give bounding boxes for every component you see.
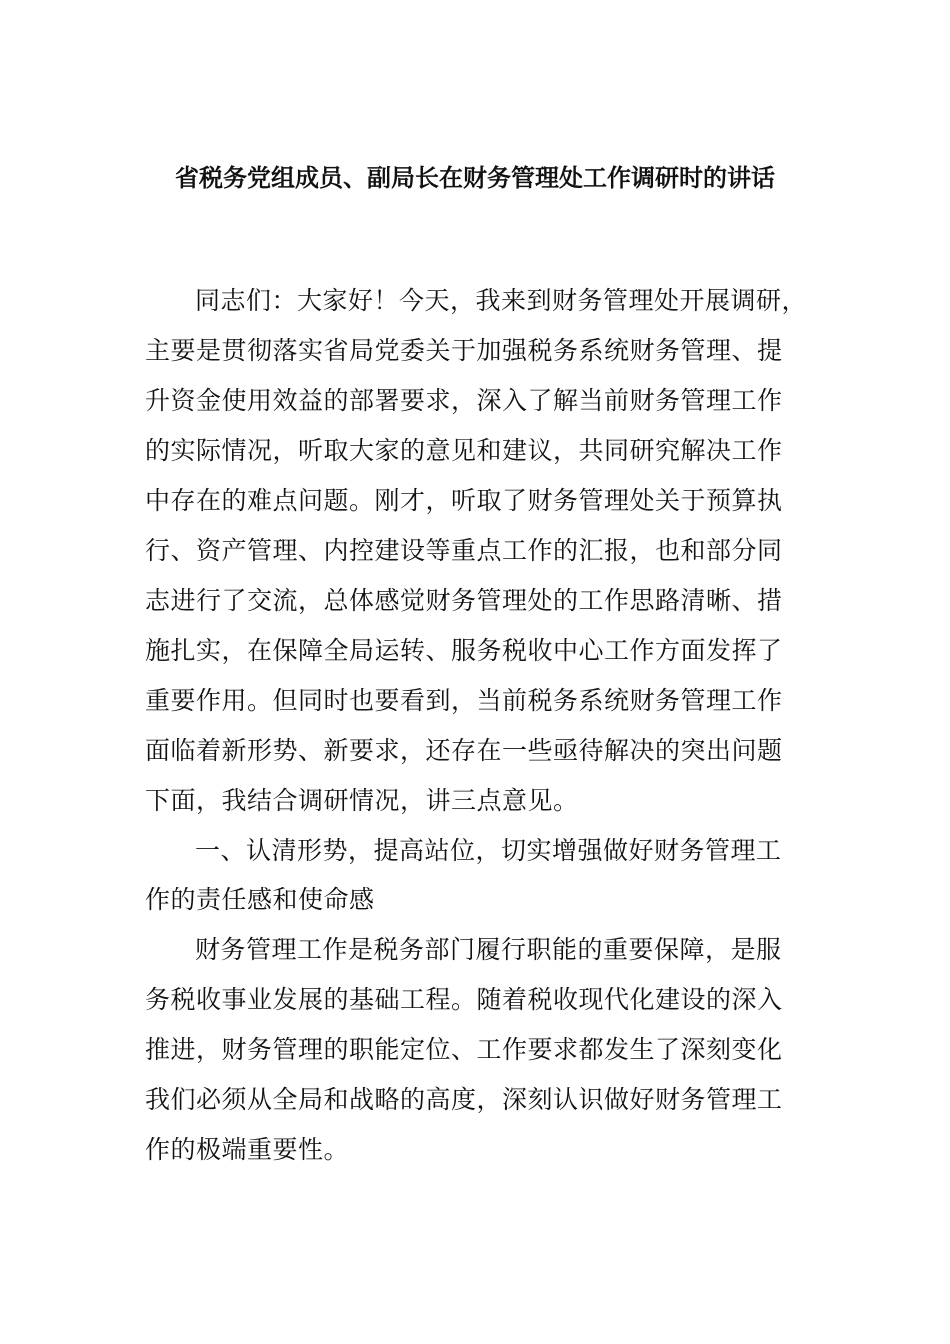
- paragraph-1-line-3: 升资金使用效益的部署要求，深入了解当前财务管理工作: [145, 386, 783, 415]
- paragraph-2-line-4: 我们必须从全局和战略的高度，深刻认识做好财务管理工: [145, 1085, 783, 1114]
- paragraph-2-line-1: 财务管理工作是税务部门履行职能的重要保障，是服: [195, 935, 782, 964]
- section-heading-line-1: 一、认清形势，提高站位，切实增强做好财务管理工: [195, 836, 782, 865]
- paragraph-1-line-5: 中存在的难点问题。刚才，听取了财务管理处关于预算执: [145, 486, 783, 515]
- paragraph-1-line-2: 主要是贯彻落实省局党委关于加强税务系统财务管理、提: [145, 336, 783, 365]
- paragraph-1-line-9: 重要作用。但同时也要看到，当前税务系统财务管理工作: [145, 686, 783, 715]
- document-title: 省税务党组成员、副局长在财务管理处工作调研时的讲话: [175, 164, 775, 192]
- paragraph-1-line-4: 的实际情况，听取大家的意见和建议，共同研究解决工作: [145, 436, 783, 465]
- paragraph-1-line-7: 志进行了交流，总体感觉财务管理处的工作思路清晰、措: [145, 586, 783, 615]
- paragraph-1-line-8: 施扎实，在保障全局运转、服务税收中心工作方面发挥了: [145, 636, 783, 665]
- paragraph-2-line-5: 作的极端重要性。: [145, 1135, 350, 1164]
- paragraph-1-line-6: 行、资产管理、内控建设等重点工作的汇报，也和部分同: [145, 536, 783, 565]
- section-heading-line-2: 作的责任感和使命感: [145, 885, 375, 914]
- paragraph-1-line-1: 同志们：大家好！今天，我来到财务管理处开展调研，: [195, 286, 808, 315]
- paragraph-1-line-11: 下面，我结合调研情况，讲三点意见。: [145, 786, 579, 815]
- paragraph-2-line-3: 推进，财务管理的职能定位、工作要求都发生了深刻变化: [145, 1035, 783, 1064]
- paragraph-2-line-2: 务税收事业发展的基础工程。随着税收现代化建设的深入: [145, 985, 783, 1014]
- paragraph-1-line-10: 面临着新形势、新要求，还存在一些亟待解决的突出问题: [145, 736, 783, 765]
